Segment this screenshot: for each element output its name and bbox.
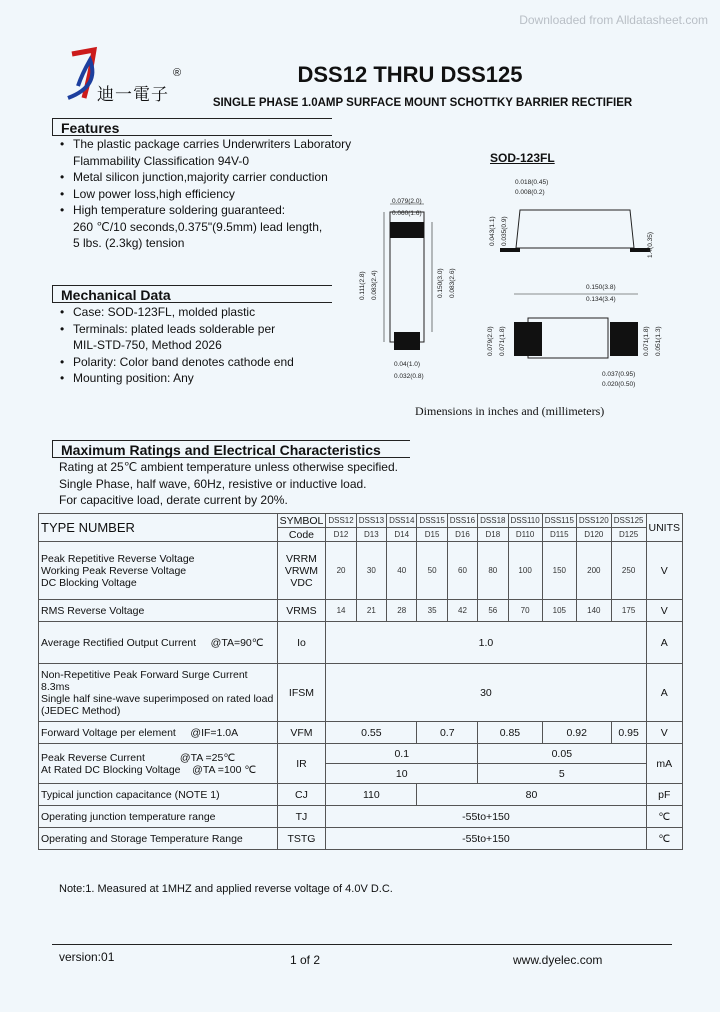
param-cell: Peak Repetitive Reverse Voltage Working Peak Reverse Voltage DC Blocking Voltage [39,542,278,600]
unit-cell: ℃ [646,828,683,850]
dim-len3: 0.150(3.0) [437,268,444,298]
value-cell: 21 [356,600,386,622]
mechanical-item: • Polarity: Color band denotes cathode end [60,354,294,371]
symbol-cell: VRRM VRWM VDC [277,542,326,600]
part-header: DSS120 [576,514,611,528]
top-view [359,198,456,380]
param-cell: Forward Voltage per element @IF=1.0A [39,722,278,744]
registered-mark: ® [173,67,182,79]
code-cell: D120 [576,528,611,542]
code-cell: D18 [478,528,508,542]
side-body [516,210,634,248]
value-cell: 100 [508,542,542,600]
param-cell: Peak Reverse Current @TA =25℃ At Rated DC Blocking Voltage @TA =100 ℃ [39,744,278,784]
value-cell: 5 [478,764,646,784]
dim-lead2: 0.032(0.8) [394,373,424,380]
code-cell: D115 [542,528,576,542]
value-cell: 0.55 [326,722,417,744]
symbol-cell: VFM [277,722,326,744]
value-cell: 110 [326,784,417,806]
lead-bottom [394,332,420,350]
value-cell: 175 [611,600,646,622]
unit-cell: V [646,722,683,744]
feature-item-cont: 5 lbs. (2.3kg) tension [73,236,185,250]
code-header: Code [277,528,326,542]
param-cell: Typical junction capacitance (NOTE 1) [39,784,278,806]
symbol-cell: CJ [277,784,326,806]
value-cell: 250 [611,542,646,600]
part-header: DSS125 [611,514,646,528]
value-cell: 1.0 [326,622,646,664]
code-cell: D125 [611,528,646,542]
mechanical-item: • Case: SOD-123FL, molded plastic [60,304,294,321]
code-cell: D15 [417,528,447,542]
mechanical-list [60,304,294,387]
feature-item-cont: 260 ℃/10 seconds,0.375"(9.5mm) lead length, [73,219,323,234]
unit-cell: A [646,622,683,664]
rating-note: Single Phase, half wave, 60Hz, resistive or inductive load. [59,476,367,491]
dim-bottom-r2: 0.051(1.3) [655,326,662,356]
value-cell: 30 [326,664,646,722]
part-header: DSS13 [356,514,386,528]
website-link[interactable]: www.dyelec.com [513,953,603,967]
dim-bottom-w1: 0.150(3.8) [586,284,616,291]
value-cell: 0.7 [417,722,478,744]
dim-bottom-l2: 0.071(1.8) [499,326,506,356]
part-header: DSS16 [447,514,477,528]
code-cell: D110 [508,528,542,542]
value-cell: 200 [576,542,611,600]
part-header: DSS15 [417,514,447,528]
watermark: Downloaded from Alldatasheet.com [519,13,708,27]
part-header: DSS110 [508,514,542,528]
dim-len2: 0.083(2.4) [371,270,378,300]
unit-cell: pF [646,784,683,806]
page-subtitle: SINGLE PHASE 1.0AMP SURFACE MOUNT SCHOTTKY BARRIER RECTIFIER [212,97,633,109]
units-header: UNITS [646,514,683,542]
value-cell: 0.95 [611,722,646,744]
symbol-header: SYMBOL [277,514,326,528]
side-lead-left [500,248,520,252]
version-label: version:01 [59,950,115,964]
value-cell: 80 [417,784,646,806]
mechanical-heading: Mechanical Data [52,285,332,303]
value-cell: 42 [447,600,477,622]
page-number: 1 of 2 [290,953,321,967]
part-header: DSS12 [326,514,356,528]
value-cell: -55to+150 [326,806,646,828]
dim-len4: 0.083(2.6) [449,268,456,298]
symbol-cell: IFSM [277,664,326,722]
pad-right [610,322,638,356]
param-cell: Operating junction temperature range [39,806,278,828]
part-header: DSS18 [478,514,508,528]
value-cell: 10 [326,764,478,784]
ratings-table [38,513,683,850]
dim-lead1: 0.04(1.0) [394,361,421,368]
features-heading: Features [52,118,332,136]
value-cell: 140 [576,600,611,622]
rating-note: Rating at 25℃ ambient temperature unless otherwise specified. [59,460,398,474]
rating-note: For capacitive load, derate current by 20%. [59,493,288,507]
code-cell: D12 [326,528,356,542]
param-cell: Operating and Storage Temperature Range [39,828,278,850]
dim-bottom-b1: 0.037(0.95) [602,371,636,378]
logo-chinese-name: 迪一電子 [97,85,169,105]
table-row [39,828,683,850]
dim-side-r: 1.4(0.35) [647,231,654,258]
symbol-cell: IR [277,744,326,784]
measurement-note: Note:1. Measured at 1MHZ and applied reverse voltage of 4.0V D.C. [59,883,393,895]
dim-bottom-b2: 0.020(0.50) [602,381,636,388]
value-cell: 0.05 [478,744,646,764]
feature-item: • The plastic package carries Underwriters Laboratory [60,136,351,153]
value-cell: 150 [542,542,576,600]
value-cell: 50 [417,542,447,600]
pad-left [514,322,542,356]
feature-item: • Metal silicon junction,majority carrier conduction [60,169,351,186]
symbol-cell: VRMS [277,600,326,622]
dim-side1: 0.018(0.45) [515,179,549,186]
feature-item: • Low power loss,high efficiency [60,186,351,203]
value-cell: 0.85 [478,722,543,744]
dim-bottom-l1: 0.079(2.0) [487,326,494,356]
param-cell: Non-Repetitive Peak Forward Surge Current 8.3ms Single half sine-wave superimposed on rated load (JEDEC Method) [39,664,278,722]
value-cell: 0.92 [542,722,611,744]
value-cell: 20 [326,542,356,600]
value-cell: 35 [417,600,447,622]
table-row [39,600,683,622]
table-row [39,744,683,764]
package-drawing [350,170,680,400]
mechanical-item: • Mounting position: Any [60,370,294,387]
value-cell: 28 [387,600,417,622]
table-row [39,542,683,600]
side-view [489,179,654,258]
ratings-notes [59,459,398,509]
cathode-band [390,222,424,238]
dim-side-h1: 0.043(1.1) [489,216,496,246]
value-cell: 40 [387,542,417,600]
mechanical-item: • Terminals: plated leads solderable per [60,321,294,338]
feature-item-cont: Flammability Classification 94V-0 [73,153,250,168]
unit-cell: ℃ [646,806,683,828]
type-number-header: TYPE NUMBER [39,514,278,542]
unit-cell: A [646,664,683,722]
page-title: DSS12 THRU DSS125 [297,62,523,87]
code-cell: D14 [387,528,417,542]
features-list [60,136,351,252]
code-cell: D16 [447,528,477,542]
footer-divider [52,944,672,945]
dim-top-w2: 0.060(1.6) [392,210,422,217]
symbol-cell: TSTG [277,828,326,850]
value-cell: 70 [508,600,542,622]
code-cell: D13 [356,528,386,542]
table-row [39,806,683,828]
table-row [39,664,683,722]
symbol-cell: Io [277,622,326,664]
dim-bottom-w2: 0.134(3.4) [586,296,616,303]
unit-cell: V [646,542,683,600]
param-cell: RMS Reverse Voltage [39,600,278,622]
part-header: DSS115 [542,514,576,528]
ratings-heading: Maximum Ratings and Electrical Characteristics [52,440,410,458]
dimensions-caption: Dimensions in inches and (millimeters) [415,404,605,418]
dim-len1: 0.111(2.8) [359,271,366,300]
dim-top-w1: 0.079(2.0) [392,198,422,205]
symbol-cell: TJ [277,806,326,828]
value-cell: 80 [478,542,508,600]
value-cell: 30 [356,542,386,600]
mechanical-item-cont: MIL-STD-750, Method 2026 [73,338,222,352]
table-row [39,722,683,744]
param-cell: Average Rectified Output Current @TA=90℃ [39,622,278,664]
unit-cell: V [646,600,683,622]
feature-item: • High temperature soldering guaranteed: [60,202,351,219]
dim-bottom-r1: 0.071(1.8) [643,326,650,356]
value-cell: -55to+150 [326,828,646,850]
table-row [39,784,683,806]
value-cell: 60 [447,542,477,600]
part-header: DSS14 [387,514,417,528]
dim-side2: 0.008(0.2) [515,189,545,196]
table-row [39,622,683,664]
package-name: SOD-123FL [490,151,555,165]
value-cell: 0.1 [326,744,478,764]
unit-cell: mA [646,744,683,784]
value-cell: 14 [326,600,356,622]
dim-side-h2: 0.035(0.9) [501,216,508,246]
value-cell: 105 [542,600,576,622]
bottom-view [487,284,662,388]
value-cell: 56 [478,600,508,622]
